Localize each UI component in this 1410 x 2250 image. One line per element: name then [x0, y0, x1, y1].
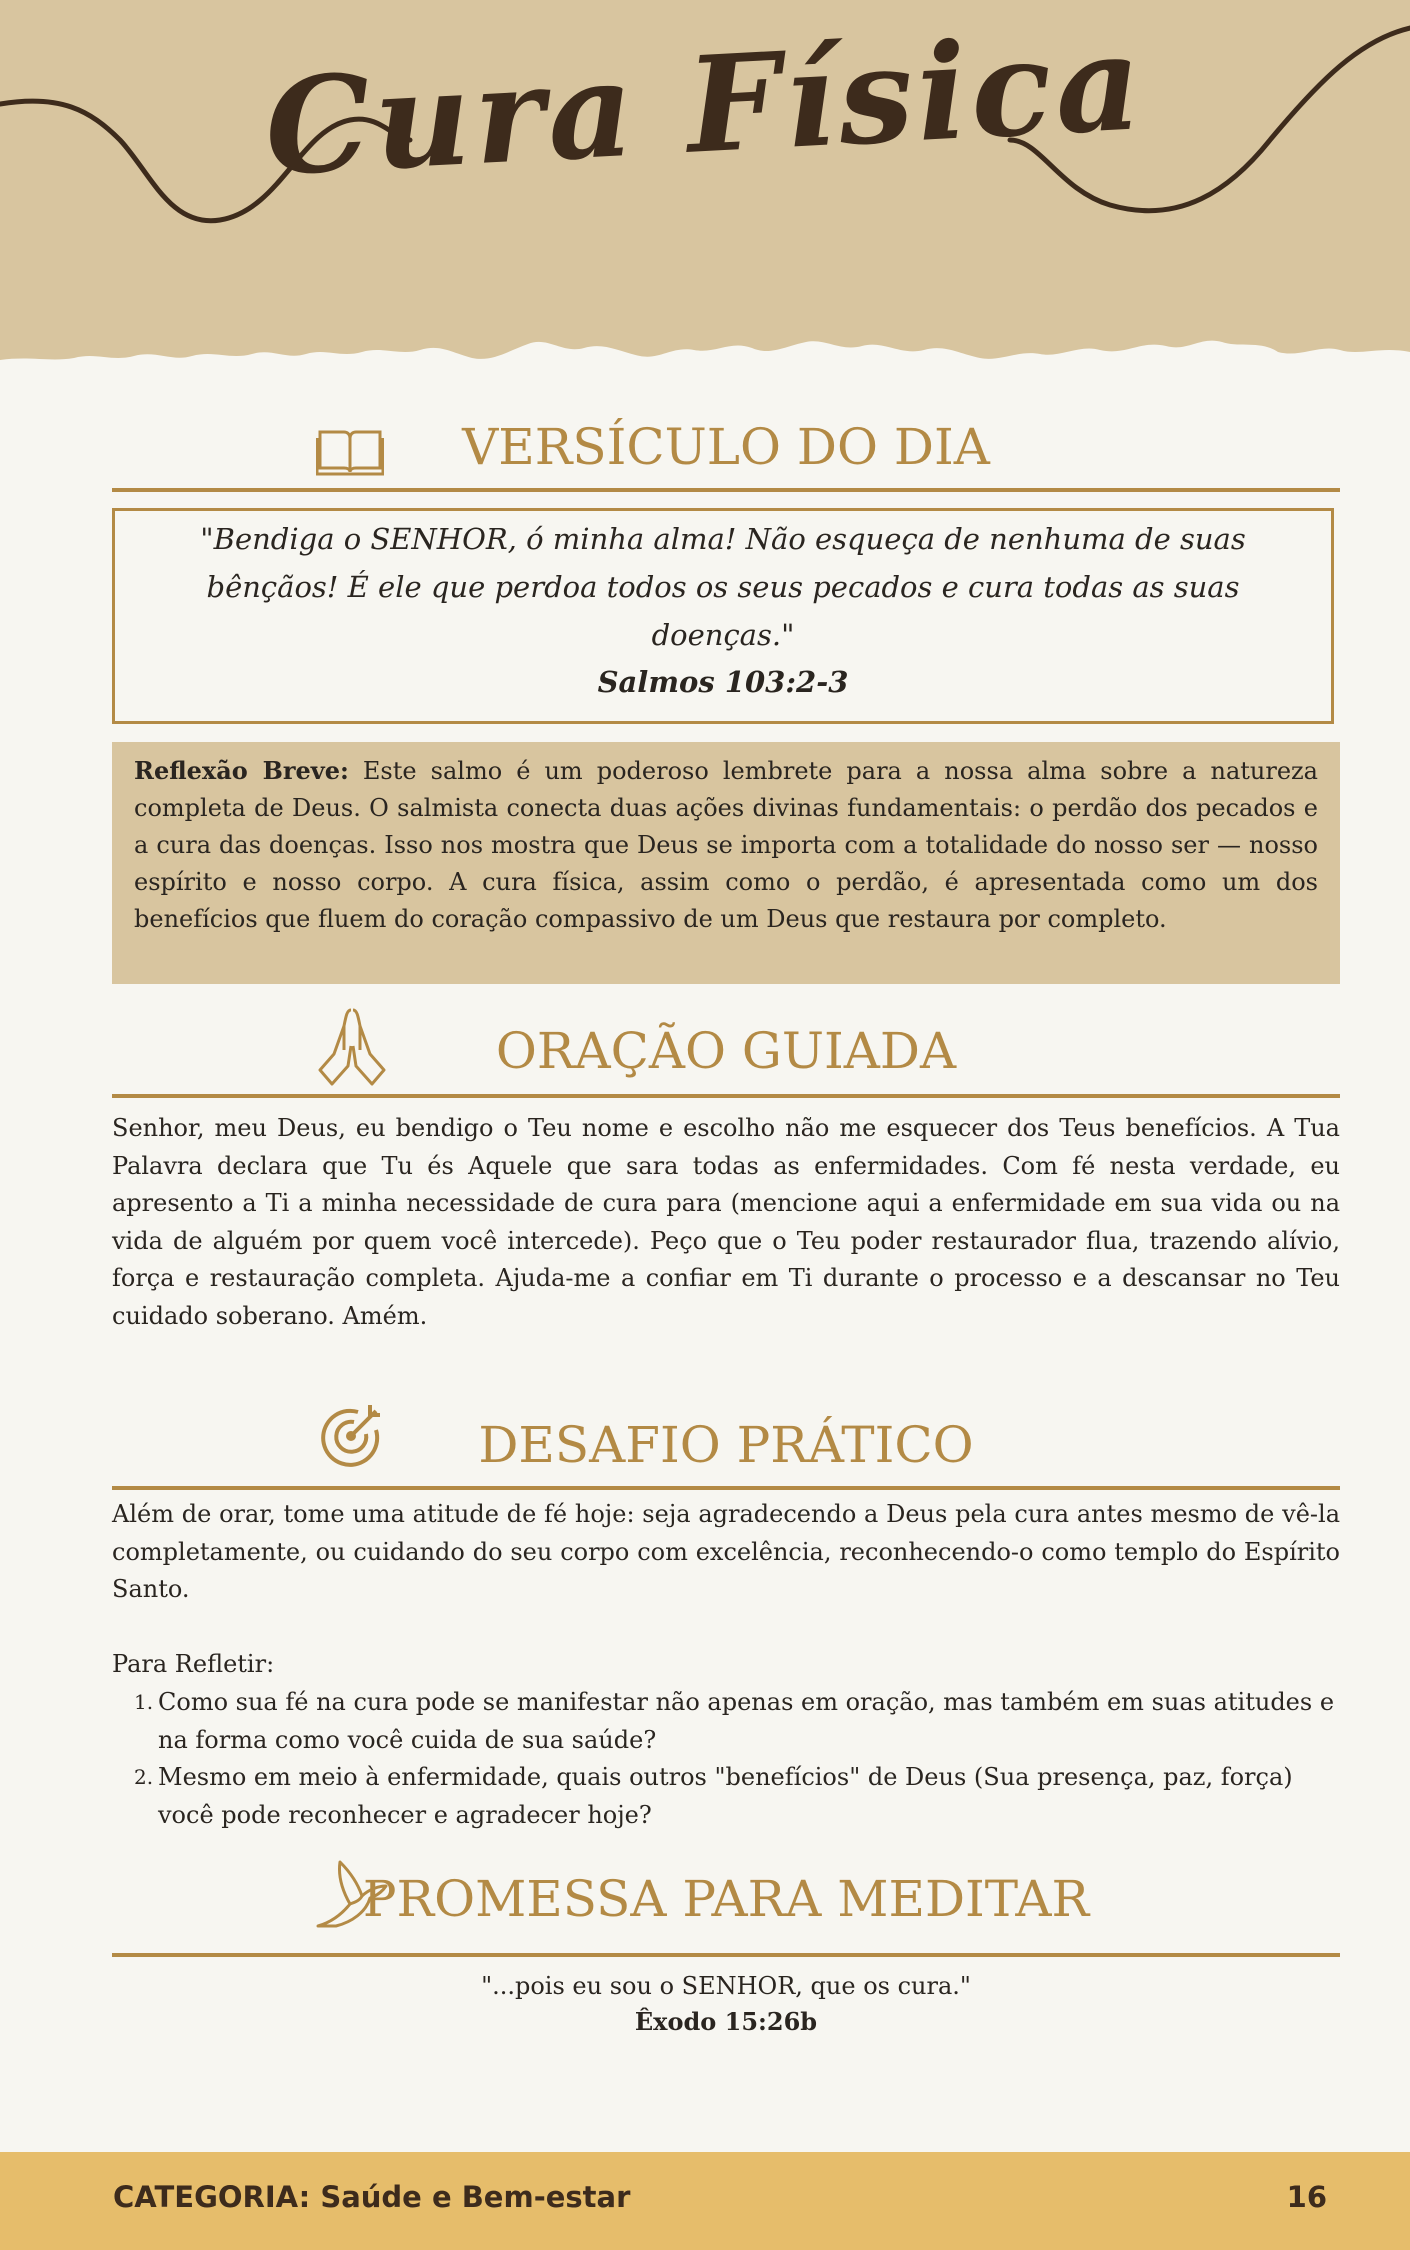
divider	[112, 1486, 1340, 1490]
promise-block	[112, 1968, 1340, 2040]
header-banner	[0, 0, 1410, 420]
section-header-prayer	[112, 1002, 1340, 1088]
question-text: Mesmo em meio à enfermidade, quais outros "benefícios" de Deus (Sua presença, paz, força) você pode reconhecer e agradecer hoje?	[158, 1763, 1293, 1829]
reflection-box	[112, 742, 1340, 984]
promise-reference: Êxodo 15:26b	[634, 2007, 818, 2036]
list-number: 2.	[134, 1765, 154, 1789]
section-title: DESAFIO PRÁTICO	[478, 1416, 974, 1474]
list-number: 1.	[134, 1690, 154, 1714]
page-title: Cura Física	[261, 5, 1149, 206]
divider	[112, 488, 1340, 492]
page-number: 16	[1286, 2180, 1327, 2214]
verse-reference: Salmos 103:2-3	[597, 665, 849, 699]
verse-text: "Bendiga o SENHOR, ó minha alma! Não esqueça de nenhuma de suas bênçãos! É ele que perdoa todos os seus pecados e cura todas as suas doenças."	[200, 522, 1246, 652]
prayer-text: Senhor, meu Deus, eu bendigo o Teu nome e escolho não me esquecer dos Teus benefícios. A Tua Palavra declara que Tu és Aquele que sara todas as enfermidades. Com fé nesta verdade, eu apresento a Ti a minha necessidade de cura para (mencione aqui a enfermidade em sua vida ou na vida de alguém por quem você intercede). Peço que o Teu poder restaurador flua, trazendo alívio, força e restauração completa. Ajuda-me a confiar em Ti durante o processo e a descansar no Teu cuidado soberano. Amém.	[112, 1114, 1340, 1330]
divider	[112, 1953, 1340, 1957]
section-header-promise	[112, 1850, 1340, 1940]
section-header-challenge	[112, 1396, 1340, 1482]
reflect-label: Para Refletir:	[112, 1650, 275, 1678]
verse-box	[112, 508, 1334, 724]
divider	[112, 1094, 1340, 1098]
footer	[0, 2152, 1410, 2250]
reflection-label: Reflexão Breve:	[134, 756, 349, 785]
list-item	[112, 1759, 1340, 1834]
promise-text: "...pois eu sou o SENHOR, que os cura."	[481, 1972, 971, 2000]
challenge-text: Além de orar, tome uma atitude de fé hoje: seja agradecendo a Deus pela cura antes mesmo de vê-la completamente, ou cuidando do seu corpo com excelência, reconhecendo-o como templo do Espírito Santo.	[112, 1500, 1340, 1603]
section-title: VERSÍCULO DO DIA	[462, 418, 990, 476]
section-title: PROMESSA PARA MEDITAR	[362, 1870, 1090, 1928]
reflection-text: Este salmo é um poderoso lembrete para a nossa alma sobre a natureza completa de Deus. O salmista conecta duas ações divinas fundamentais: o perdão dos pecados e a cura das doenças. Isso nos mostra que Deus se importa com a totalidade do nosso ser — nosso espírito e nosso corpo. A cura física, assim como o perdão, é apresentada como um dos benefícios que fluem do coração compassivo de um Deus que restaura por completo.	[134, 757, 1318, 933]
question-text: Como sua fé na cura pode se manifestar não apenas em oração, mas também em suas atitudes e na forma como você cuida de sua saúde?	[158, 1688, 1335, 1754]
category-label: CATEGORIA: Saúde e Bem-estar	[113, 2180, 631, 2214]
section-header-verse	[112, 412, 1340, 492]
list-item	[112, 1684, 1340, 1759]
question-list	[112, 1684, 1340, 1834]
section-title: ORAÇÃO GUIADA	[495, 1022, 957, 1080]
